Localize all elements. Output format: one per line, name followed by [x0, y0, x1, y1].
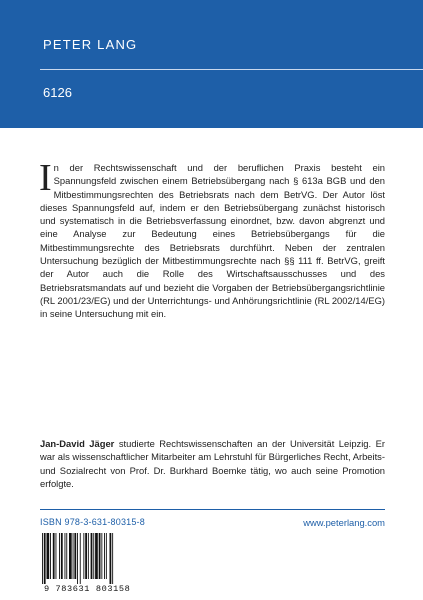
publisher-name: PETER LANG	[43, 37, 138, 52]
author-bio-text: studierte Rechtswissenschaften an der Universität Leipzig. Er war als wissenschaftlicher Mitarbeiter am Lehrstuhl für Bürgerliches Recht, Arbeits- und Sozialrecht von Prof. Dr. Burkhard Boemke tätig, wo auch seine Promotion erfolgte.	[40, 438, 385, 489]
barcode-image	[41, 533, 140, 584]
description-text: n der Rechtswissenschaft und der beruflichen Praxis besteht ein Spannungsfeld zwischen einem Betriebsübergang nach § 613a BGB und den Mitbestimmungsrechten des Betriebsrats nach dem BetrVG. Der Autor löst dieses Spannungsfeld auf, indem er den Betriebsübergang zunächst historisch und systematisch in die Betriebsverfassung einordnet, bzw. davon abgrenzt und eine Analyse zur Bedeutung eines Betriebsübergangs für die Mitbestimmungsrechte des Betriebsrats durchführt. Neben der zentralen Untersuchung bezüglich der Mitbestimmungsrechte nach §§ 111 ff. BetrVG, greift der Autor auch die Rolle des Wirtschaftsausschusses und des Betriebsratsmandats auf und bezieht die Vorgaben der Betriebsübergangsrichtlinie (RL 2001/23/EG) und der Unterrichtungs- und Anhörungsrichtlinie (RL 2002/14/EG) in seine Untersuchung mit ein.	[40, 162, 385, 320]
author-bio	[40, 437, 385, 490]
header-divider	[40, 69, 423, 70]
barcode-bars	[41, 533, 140, 584]
series-number: 6126	[43, 85, 72, 100]
barcode-digits: 9 783631 803158	[44, 584, 131, 594]
author-name: Jan-David Jäger	[40, 438, 115, 449]
website-link[interactable]: www.peterlang.com	[303, 517, 385, 528]
footer-divider	[40, 509, 385, 510]
drop-cap: I	[39, 157, 52, 199]
header-band	[0, 0, 423, 128]
book-description	[39, 157, 385, 321]
isbn-label: ISBN 978-3-631-80315-8	[40, 517, 145, 527]
